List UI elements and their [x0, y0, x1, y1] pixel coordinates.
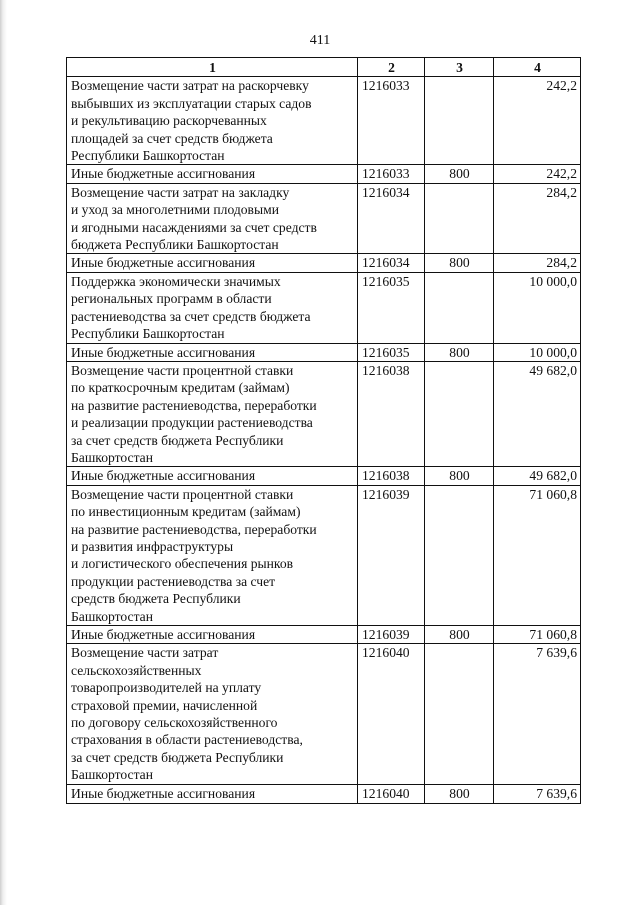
cell-code: 1216038: [358, 467, 425, 485]
cell-code: 1216034: [358, 183, 425, 254]
cell-code: 1216033: [358, 77, 425, 165]
cell-name: Иные бюджетные ассигнования: [67, 626, 358, 644]
cell-name: Возмещение части процентной ставки по краткосрочным кредитам (займам) на развитие растениеводства, переработки и реализации продукции растениеводства за счет средств бюджета Республики Башкортостан: [67, 361, 358, 466]
cell-code: 1216040: [358, 644, 425, 784]
cell-kind: [425, 644, 494, 784]
cell-amount: 7 639,6: [494, 784, 581, 803]
column-header-name: 1: [67, 58, 358, 77]
table-row: [67, 467, 581, 485]
column-header-amount: 4: [494, 58, 581, 77]
cell-kind: 800: [425, 254, 494, 272]
table-row: [67, 343, 581, 361]
scan-edge: [0, 0, 7, 905]
cell-code: 1216035: [358, 272, 425, 343]
table-row: [67, 361, 581, 466]
page-number: 411: [309, 33, 331, 48]
cell-code: 1216040: [358, 784, 425, 803]
cell-amount: 284,2: [494, 254, 581, 272]
cell-amount: 242,2: [494, 165, 581, 183]
table-row: [67, 784, 581, 803]
cell-amount: 49 682,0: [494, 467, 581, 485]
cell-kind: 800: [425, 165, 494, 183]
table-row: [67, 77, 581, 165]
cell-name: Иные бюджетные ассигнования: [67, 165, 358, 183]
budget-table: [66, 57, 581, 804]
cell-kind: [425, 183, 494, 254]
cell-kind: [425, 361, 494, 466]
cell-amount: 10 000,0: [494, 272, 581, 343]
cell-kind: 800: [425, 467, 494, 485]
cell-name: Возмещение части процентной ставки по инвестиционным кредитам (займам) на развитие растениеводства, переработки и развития инфраструктуры и логистического обеспечения рынков продукции растениеводства за счет средств бюджета Республики Башкортостан: [67, 485, 358, 625]
cell-code: 1216038: [358, 361, 425, 466]
header-row: [67, 58, 581, 77]
cell-amount: 284,2: [494, 183, 581, 254]
cell-amount: 71 060,8: [494, 626, 581, 644]
cell-kind: 800: [425, 784, 494, 803]
cell-amount: 71 060,8: [494, 485, 581, 625]
table-row: [67, 272, 581, 343]
table-row: [67, 254, 581, 272]
cell-kind: 800: [425, 343, 494, 361]
cell-kind: 800: [425, 626, 494, 644]
cell-name: Возмещение части затрат на закладку и уход за многолетними плодовыми и ягодными насаждениями за счет средств бюджета Республики Башкортостан: [67, 183, 358, 254]
cell-amount: 242,2: [494, 77, 581, 165]
table-row: [67, 626, 581, 644]
cell-code: 1216033: [358, 165, 425, 183]
table-row: [67, 165, 581, 183]
cell-code: 1216034: [358, 254, 425, 272]
cell-amount: 10 000,0: [494, 343, 581, 361]
cell-name: Иные бюджетные ассигнования: [67, 784, 358, 803]
cell-name: Поддержка экономически значимых региональных программ в области растениеводства за счет средств бюджета Республики Башкортостан: [67, 272, 358, 343]
cell-code: 1216039: [358, 485, 425, 625]
table-body: [67, 77, 581, 804]
cell-kind: [425, 485, 494, 625]
column-header-kind: 3: [425, 58, 494, 77]
cell-kind: [425, 272, 494, 343]
cell-kind: [425, 77, 494, 165]
cell-name: Иные бюджетные ассигнования: [67, 343, 358, 361]
table-row: [67, 644, 581, 784]
cell-name: Иные бюджетные ассигнования: [67, 254, 358, 272]
table-row: [67, 485, 581, 625]
cell-code: 1216039: [358, 626, 425, 644]
table-row: [67, 183, 581, 254]
cell-code: 1216035: [358, 343, 425, 361]
cell-name: Иные бюджетные ассигнования: [67, 467, 358, 485]
cell-name: Возмещение части затрат сельскохозяйственных товаропроизводителей на уплату страховой премии, начисленной по договору сельскохозяйственного страхования в области растениеводства, за счет средств бюджета Республики Башкортостан: [67, 644, 358, 784]
cell-amount: 7 639,6: [494, 644, 581, 784]
cell-name: Возмещение части затрат на раскорчевку выбывших из эксплуатации старых садов и рекультивацию раскорчеванных площадей за счет средств бюджета Республики Башкортостан: [67, 77, 358, 165]
cell-amount: 49 682,0: [494, 361, 581, 466]
column-header-code: 2: [358, 58, 425, 77]
